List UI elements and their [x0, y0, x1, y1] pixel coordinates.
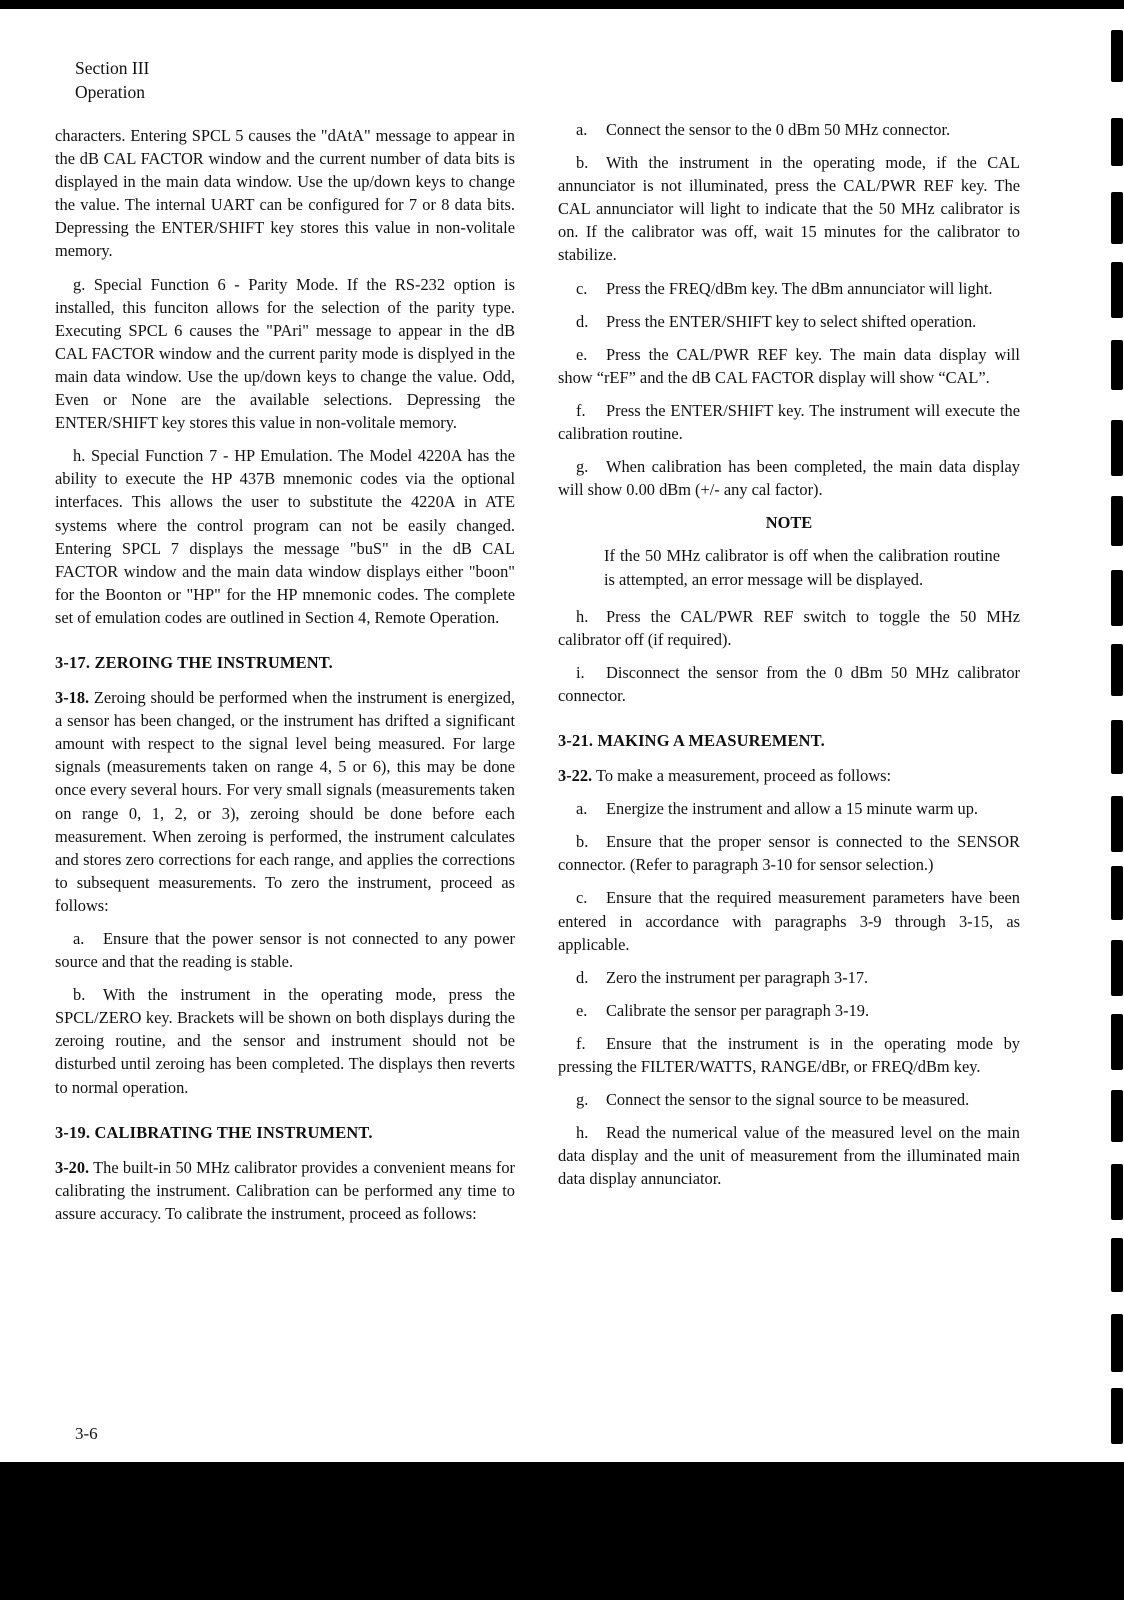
measure-step-g [558, 1088, 1020, 1111]
step-text: Press the ENTER/SHIFT key to select shifted operation. [606, 311, 977, 331]
step-label: c. [576, 278, 588, 298]
section-label: Section III [75, 58, 150, 78]
step-label: i. [576, 662, 585, 682]
step-label: g. [576, 1090, 589, 1110]
paragraph-number: 3-20. [55, 1157, 90, 1177]
step-label: f. [576, 1033, 586, 1053]
step-label: h. [576, 1123, 589, 1143]
cal-step-c [558, 277, 1020, 300]
measure-step-h [558, 1121, 1020, 1190]
cal-step-a [558, 118, 1020, 141]
step-text: Press the ENTER/SHIFT key. The instrument will execute the calibration routine. [558, 400, 1020, 444]
measure-step-f [558, 1032, 1020, 1078]
cal-step-e [558, 343, 1020, 389]
measure-step-b [558, 830, 1020, 876]
left-column [55, 124, 515, 1235]
measure-step-c [558, 886, 1020, 955]
page-number: 3-6 [75, 1424, 98, 1443]
scan-bottom-border [0, 1462, 1124, 1600]
step-label: f. [576, 400, 586, 420]
zero-step-a [55, 927, 515, 973]
right-column [558, 118, 1020, 1200]
step-label: d. [576, 967, 589, 987]
paragraph-3-20 [55, 1156, 515, 1225]
step-label: e. [576, 1000, 588, 1020]
step-text: Read the numerical value of the measured level on the main data display and the unit of measurement from the illuminated main data display annunciator. [558, 1123, 1020, 1189]
cal-step-f [558, 399, 1020, 445]
step-label: e. [576, 344, 588, 364]
zero-step-b [55, 983, 515, 1098]
step-text: Ensure that the proper sensor is connected to the SENSOR connector. (Refer to paragraph 3-10 for sensor selection.) [558, 832, 1020, 875]
page-header [75, 56, 149, 104]
heading-measurement: 3-21. MAKING A MEASUREMENT. [558, 730, 825, 750]
scan-top-border [0, 0, 1124, 9]
paragraph-text: Zeroing should be performed when the instrument is energized, a sensor has been changed, or the instrument has drifted a significant amount with respect to the signal level being measured. For large signals (measurements taken on range 4, 5 or 6), this may be done once every several hours. For very small signals (measurements taken on range 0, 1, 2, or 3), zeroing should be done before each measurement. When zeroing is performed, the instrument calculates and stores zero corrections for each range, and applies the corrections to subsequent measurements. To zero the instrument, proceed as follows: [55, 688, 515, 915]
step-label: d. [576, 311, 589, 331]
paragraph-3-18 [55, 686, 515, 917]
step-text: Connect the sensor to the 0 dBm 50 MHz connector. [606, 120, 951, 139]
heading-zeroing: 3-17. ZEROING THE INSTRUMENT. [55, 652, 333, 672]
step-label: b. [576, 153, 589, 173]
step-text: Ensure that the required measurement parameters have been entered in accordance with paragraphs 3-9 through 3-15, as applicable. [558, 888, 1020, 954]
step-text: Press the FREQ/dBm key. The dBm annunciator will light. [606, 278, 993, 298]
step-text: With the instrument in the operating mode, press the SPCL/ZERO key. Brackets will be shown on both displays during the zeroing routine, and the sensor and instrument should not be disturbed until zeroing has been completed. The displays then reverts to normal operation. [55, 985, 515, 1097]
step-text: Ensure that the instrument is in the operating mode by pressing the FILTER/WATTS, RANGE/dBr, or FREQ/dBm key. [558, 1033, 1020, 1076]
step-label: c. [576, 888, 588, 908]
cal-step-d [558, 310, 1020, 333]
cal-step-b [558, 151, 1020, 266]
step-text: Energize the instrument and allow a 15 minute warm up. [606, 799, 979, 819]
step-text: Connect the sensor to the signal source to be measured. [606, 1090, 970, 1110]
cal-step-h [558, 605, 1020, 651]
measure-step-a [558, 797, 1020, 820]
paragraph-3-22 [558, 764, 1020, 787]
section-title: Operation [75, 82, 145, 102]
step-text: Zero the instrument per paragraph 3-17. [606, 967, 869, 987]
step-text: Press the CAL/PWR REF key. The main data display will show “rEF” and the dB CAL FACTOR display will show “CAL”. [558, 344, 1020, 387]
step-text: Ensure that the power sensor is not connected to any power source and that the reading is stable. [55, 929, 515, 972]
step-text: With the instrument in the operating mode, if the CAL annunciator is not illuminated, press the CAL/PWR REF key. The CAL annunciator will light to indicate that the 50 MHz calibrator is on. If the calibrator was off, wait 15 minutes for the calibrator to stabilize. [558, 153, 1020, 265]
heading-calibrating: 3-19. CALIBRATING THE INSTRUMENT. [55, 1122, 373, 1142]
step-label: g. [576, 457, 589, 477]
step-label: b. [576, 832, 589, 852]
measure-step-e [558, 999, 1020, 1022]
measure-step-d [558, 966, 1020, 989]
step-label: a. [576, 799, 588, 819]
paragraph-hp-emulation: h. Special Function 7 - HP Emulation. The Model 4220A has the ability to execute the HP 437B mnemonic codes via the optional interfaces. This allows the user to substitute the 4220A in ATE systems where the control program can not be easily changed. Entering SPCL 7 displays the message "buS" in the dB CAL FACTOR window and the main data window displays either "boon" for the Boonton or "HP" for the HP mnemonic codes. The complete set of emulation codes are outlined in Section 4, Remote Operation. [55, 446, 515, 627]
step-text: When calibration has been completed, the main data display will show 0.00 dBm (+/- any cal factor). [558, 457, 1020, 500]
step-text: Disconnect the sensor from the 0 dBm 50 MHz calibrator connector. [558, 662, 1020, 705]
paragraph-number: 3-22. [558, 766, 593, 786]
paragraph-number: 3-18. [55, 688, 90, 708]
scan-edge-marks [1111, 30, 1124, 1450]
paragraph-text: The built-in 50 MHz calibrator provides a convenient means for calibrating the instrument. Calibration can be performed any time to assure accuracy. To calibrate the instrument, proceed as follows: [55, 1157, 515, 1223]
step-label: h. [576, 606, 589, 626]
cal-step-g [558, 455, 1020, 501]
note-body: If the 50 MHz calibrator is off when the calibration routine is attempted, an error message will be displayed. [604, 546, 1000, 589]
step-label: a. [73, 929, 85, 948]
step-text: Calibrate the sensor per paragraph 3-19. [606, 1000, 870, 1020]
paragraph-text: To make a measurement, proceed as follows: [592, 766, 892, 786]
paragraph-parity-mode: g. Special Function 6 - Parity Mode. If the RS-232 option is installed, this funciton allows for the selection of the parity type. Executing SPCL 6 causes the "PAri" message to appear in the dB CAL FACTOR window and the current parity mode is displyed in the main data window. Use the up/down keys to change the value. Odd, Even or None are the available selections. Depressing the ENTER/SHIFT key stores this value in non-volitale memory. [55, 274, 515, 433]
note-title: NOTE [765, 513, 813, 533]
step-text: Press the CAL/PWR REF switch to toggle the 50 MHz calibrator off (if required). [558, 606, 1020, 649]
cal-step-i [558, 661, 1020, 707]
step-label: a. [576, 120, 588, 139]
paragraph-continuation: characters. Entering SPCL 5 causes the "dAtA" message to appear in the dB CAL FACTOR window and the current number of data bits is displayed in the main data window. Use the up/down keys to change the value. The internal UART can be configured for 7 or 8 data bits. Depressing the ENTER/SHIFT key stores this value in non-volitale memory. [55, 126, 515, 261]
step-label: b. [73, 985, 86, 1005]
